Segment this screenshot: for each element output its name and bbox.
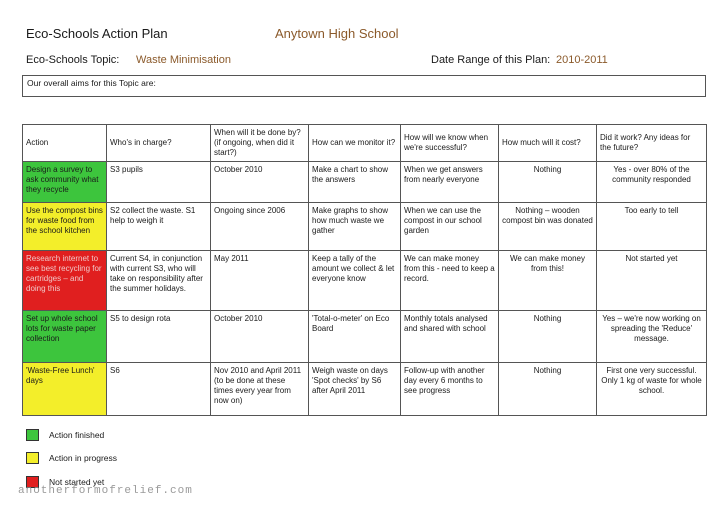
monitor-cell: Keep a tally of the amount we collect & let everyone know <box>309 251 401 311</box>
action-cell: Design a survey to ask community what they recycle <box>23 162 107 203</box>
success-cell: When we get answers from nearly everyone <box>401 162 499 203</box>
cost-cell: We can make money from this! <box>499 251 597 311</box>
school-name: Anytown High School <box>275 26 399 41</box>
table-header-row <box>23 125 707 162</box>
monitor-cell: Make graphs to show how much waste we gather <box>309 203 401 251</box>
column-header-action: Action <box>23 125 107 162</box>
action-cell: Use the compost bins for waste food from the school kitchen <box>23 203 107 251</box>
table-row <box>23 203 707 251</box>
column-header-when: When will it be done by? (if ongoing, when did it start?) <box>211 125 309 162</box>
result-cell: Yes - over 80% of the community responded <box>597 162 707 203</box>
monitor-cell: 'Total-o-meter' on Eco Board <box>309 311 401 363</box>
monitor-cell: Make a chart to show the answers <box>309 162 401 203</box>
column-header-who: Who's in charge? <box>107 125 211 162</box>
success-cell: We can make money from this - need to keep a record. <box>401 251 499 311</box>
cost-cell: Nothing <box>499 311 597 363</box>
success-cell: Monthly totals analysed and shared with school <box>401 311 499 363</box>
legend-label: Action finished <box>49 430 105 440</box>
result-cell: First one very successful. Only 1 kg of waste for whole school. <box>597 363 707 416</box>
when-cell: October 2010 <box>211 311 309 363</box>
who-cell: S3 pupils <box>107 162 211 203</box>
who-cell: S5 to design rota <box>107 311 211 363</box>
when-cell: Nov 2010 and April 2011 (to be done at these times every year from now on) <box>211 363 309 416</box>
legend-swatch-yellow <box>26 452 39 464</box>
who-cell: Current S4, in conjunction with current S3, who will take on responsibility after the summer holidays. <box>107 251 211 311</box>
when-cell: October 2010 <box>211 162 309 203</box>
column-header-did-it-work: Did it work? Any ideas for the future? <box>597 125 707 162</box>
aims-label: Our overall aims for this Topic are: <box>27 78 156 88</box>
column-header-monitor: How can we monitor it? <box>309 125 401 162</box>
result-cell: Not started yet <box>597 251 707 311</box>
table-row <box>23 363 707 416</box>
legend-label: Not started yet <box>49 477 105 487</box>
monitor-cell: Weigh waste on days 'Spot checks' by S6 after April 2011 <box>309 363 401 416</box>
column-header-cost: How much will it cost? <box>499 125 597 162</box>
cost-cell: Nothing – wooden compost bin was donated <box>499 203 597 251</box>
action-cell: Research internet to see best recycling for cartridges – and doing this <box>23 251 107 311</box>
success-cell: When we can use the compost in our school garden <box>401 203 499 251</box>
who-cell: S2 collect the waste. S1 help to weigh it <box>107 203 211 251</box>
action-plan-table <box>22 124 707 416</box>
legend-swatch-green <box>26 429 39 441</box>
watermark: anotherformofrelief.com <box>18 485 193 497</box>
who-cell: S6 <box>107 363 211 416</box>
topic-label: Eco-Schools Topic: <box>26 54 120 66</box>
table-row <box>23 311 707 363</box>
action-cell: 'Waste-Free Lunch' days <box>23 363 107 416</box>
table-row <box>23 251 707 311</box>
action-cell: Set up whole school lots for waste paper collection <box>23 311 107 363</box>
when-cell: Ongoing since 2006 <box>211 203 309 251</box>
success-cell: Follow-up with another day every 6 months to see progress <box>401 363 499 416</box>
page-title: Eco-Schools Action Plan <box>26 26 168 41</box>
result-cell: Too early to tell <box>597 203 707 251</box>
date-range-value: 2010-2011 <box>556 54 608 66</box>
legend-label: Action in progress <box>49 453 118 463</box>
aims-box <box>22 75 706 97</box>
column-header-success: How will we know when we're successful? <box>401 125 499 162</box>
table-row <box>23 162 707 203</box>
date-range-label: Date Range of this Plan: <box>431 54 551 66</box>
when-cell: May 2011 <box>211 251 309 311</box>
result-cell: Yes – we're now working on spreading the 'Reduce' message. <box>597 311 707 363</box>
cost-cell: Nothing <box>499 363 597 416</box>
topic-value: Waste Minimisation <box>136 54 231 66</box>
cost-cell: Nothing <box>499 162 597 203</box>
